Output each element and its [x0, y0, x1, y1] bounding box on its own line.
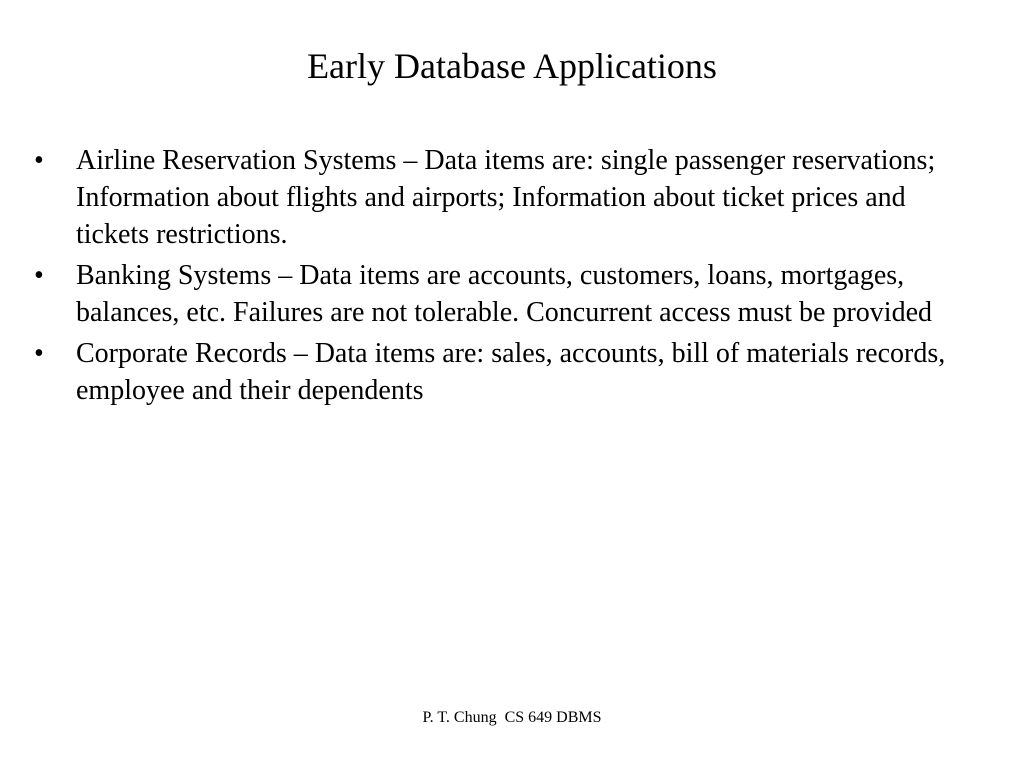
slide-footer: P. T. Chung CS 649 DBMS [422, 709, 602, 726]
bullet-text-corporate: Corporate Records – Data items are: sales, accounts, bill of materials records, employee and their dependents [76, 338, 946, 406]
bullet-text-airline: Airline Reservation Systems – Data items are: single passenger reservations; Information about flights and airports; Information about ticket prices and tickets restrictions. [76, 145, 936, 250]
bullet-item-corporate [34, 335, 964, 409]
slide-title: Early Database Applications [307, 46, 717, 86]
bullet-marker: • [34, 260, 44, 291]
bullet-item-airline [34, 142, 964, 253]
bullet-marker: • [34, 145, 44, 176]
bullet-list [34, 142, 964, 413]
bullet-text-banking: Banking Systems – Data items are accounts, customers, loans, mortgages, balances, etc. Failures are not tolerable. Concurrent access must be provided [76, 260, 933, 328]
bullet-marker: • [34, 338, 44, 369]
bullet-item-banking [34, 257, 964, 331]
